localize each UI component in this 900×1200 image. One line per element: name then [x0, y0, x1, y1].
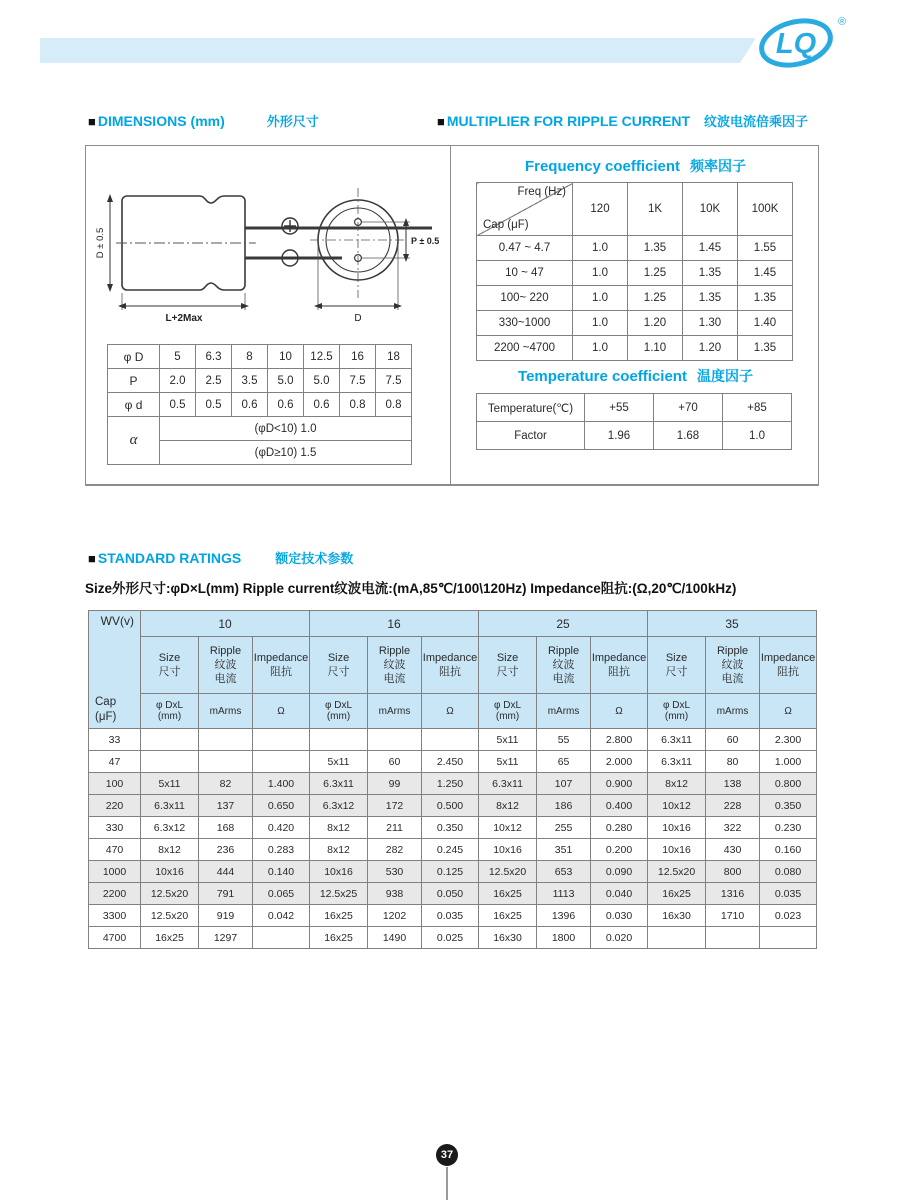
- ratings-cell: [199, 729, 253, 751]
- temp-value: +85: [723, 394, 792, 422]
- ripple-unit-header: mArms: [368, 694, 422, 729]
- dim-value: 2.5: [196, 369, 232, 393]
- size-unit-header: φ DxL (mm): [648, 694, 706, 729]
- dimensions-table: [107, 344, 412, 465]
- ratings-cell: 138: [706, 773, 760, 795]
- ratings-cell: 0.350: [422, 817, 479, 839]
- freq-value: 1.0: [573, 286, 628, 311]
- ratings-cell: 10x16: [479, 839, 537, 861]
- ratings-cell: [648, 927, 706, 949]
- ratings-cell: 10x12: [479, 817, 537, 839]
- ratings-cell: 8x12: [479, 795, 537, 817]
- ratings-cell: 530: [368, 861, 422, 883]
- temp-value: +55: [585, 394, 654, 422]
- negative-terminal-icon: [282, 250, 298, 266]
- temp-value: 1.68: [654, 422, 723, 450]
- dim-label: φ D: [108, 345, 160, 369]
- dimensions-heading: [88, 111, 319, 130]
- ratings-cell: [141, 751, 199, 773]
- size-unit-header: φ DxL (mm): [479, 694, 537, 729]
- freq-value: 1.35: [738, 286, 793, 311]
- ratings-cell: 82: [199, 773, 253, 795]
- freq-col-header: 10K: [683, 183, 738, 236]
- ratings-title-cn: 额定技术参数: [275, 551, 354, 566]
- cap-cell: 47: [89, 751, 141, 773]
- ratings-voltage-header: 25: [479, 611, 648, 637]
- cap-cell: 4700: [89, 927, 141, 949]
- ratings-unit-row: [89, 694, 817, 729]
- temp-row: [477, 394, 792, 422]
- freq-value: 1.25: [628, 286, 683, 311]
- ratings-cell: 107: [537, 773, 591, 795]
- ratings-cell: 0.230: [760, 817, 817, 839]
- ratings-cell: 10x16: [648, 817, 706, 839]
- dim-value: 0.8: [340, 393, 376, 417]
- freq-value: 1.20: [628, 311, 683, 336]
- freq-cap-label: 100~ 220: [477, 286, 573, 311]
- impedance-unit-header: Ω: [760, 694, 817, 729]
- freq-value: 1.55: [738, 236, 793, 261]
- impedance-col-header: Impedance 阻抗: [253, 637, 310, 694]
- ratings-cell: [199, 751, 253, 773]
- freq-value: 1.35: [628, 236, 683, 261]
- ratings-cell: 8x12: [141, 839, 199, 861]
- freq-row: [477, 311, 793, 336]
- ratings-cell: 6.3x12: [310, 795, 368, 817]
- dimensions-title: DIMENSIONS: [97, 113, 187, 129]
- ratings-cell: 10x16: [648, 839, 706, 861]
- cap-cell: 330: [89, 817, 141, 839]
- ratings-cell: 1710: [706, 905, 760, 927]
- ratings-cell: 919: [199, 905, 253, 927]
- ratings-cell: 10x16: [310, 861, 368, 883]
- ratings-cell: [253, 927, 310, 949]
- ratings-cell: 0.042: [253, 905, 310, 927]
- ratings-cell: 16x25: [479, 905, 537, 927]
- ratings-voltage-header: 35: [648, 611, 817, 637]
- freq-value: 1.35: [683, 286, 738, 311]
- ratings-cell: 653: [537, 861, 591, 883]
- cap-cell: 100: [89, 773, 141, 795]
- ratings-row: [89, 905, 817, 927]
- ratings-cell: [368, 729, 422, 751]
- dim-value: 3.5: [232, 369, 268, 393]
- dim-label: P: [108, 369, 160, 393]
- freq-row: [477, 236, 793, 261]
- dim-alpha-row: [108, 417, 412, 441]
- size-unit-header: φ DxL (mm): [310, 694, 368, 729]
- freq-value: 1.0: [573, 311, 628, 336]
- table-corner-cell: [89, 611, 141, 729]
- size-unit-header: φ DxL (mm): [141, 694, 199, 729]
- freq-value: 1.45: [738, 261, 793, 286]
- cap-cell: 470: [89, 839, 141, 861]
- freq-value: 1.0: [573, 261, 628, 286]
- dim-value: 5.0: [304, 369, 340, 393]
- temp-row-label: Temperature(℃): [477, 394, 585, 422]
- logo-text: LQ: [775, 28, 817, 60]
- freq-col-header: 1K: [628, 183, 683, 236]
- freq-value: 1.20: [683, 336, 738, 361]
- dim-row: [108, 369, 412, 393]
- cap-cell: 2200: [89, 883, 141, 905]
- ratings-cell: 0.245: [422, 839, 479, 861]
- positive-terminal-icon: [282, 218, 298, 234]
- dim-value: 10: [268, 345, 304, 369]
- freq-col-header: 100K: [738, 183, 793, 236]
- panel-divider: [450, 146, 451, 484]
- standard-ratings-table: [88, 610, 817, 949]
- multiplier-title: MULTIPLIER FOR RIPPLE CURRENT: [446, 113, 691, 129]
- ratings-cell: 2.000: [591, 751, 648, 773]
- table-corner-cell: [477, 183, 573, 236]
- diameter-label: D ± 0.5: [95, 227, 106, 259]
- dim-alpha-value: (φD<10) 1.0: [160, 417, 412, 441]
- ratings-cell: 5x11: [141, 773, 199, 795]
- ratings-cell: 80: [706, 751, 760, 773]
- ratings-cell: [141, 729, 199, 751]
- dim-label: φ d: [108, 393, 160, 417]
- ratings-row: [89, 883, 817, 905]
- ratings-cell: 211: [368, 817, 422, 839]
- corner-bottom-label: Cap (μF): [483, 219, 529, 231]
- ratings-cell: 236: [199, 839, 253, 861]
- dim-value: 0.6: [232, 393, 268, 417]
- dim-row: [108, 345, 412, 369]
- ratings-voltage-header: 10: [141, 611, 310, 637]
- ratings-row: [89, 839, 817, 861]
- ratings-cell: 16x30: [648, 905, 706, 927]
- ratings-cell: 8x12: [648, 773, 706, 795]
- ratings-cell: 430: [706, 839, 760, 861]
- freq-cap-label: 330~1000: [477, 311, 573, 336]
- capacitor-drawing: [94, 158, 446, 334]
- ratings-row: [89, 861, 817, 883]
- page-number-badge: 37: [436, 1144, 458, 1166]
- ratings-cell: 8x12: [310, 839, 368, 861]
- impedance-unit-header: Ω: [591, 694, 648, 729]
- ratings-cell: 10x16: [141, 861, 199, 883]
- ratings-cell: [422, 729, 479, 751]
- freq-value: 1.10: [628, 336, 683, 361]
- ratings-cell: 282: [368, 839, 422, 861]
- ripple-unit-header: mArms: [199, 694, 253, 729]
- ratings-row: [89, 751, 817, 773]
- ratings-cell: 12.5x20: [141, 883, 199, 905]
- ratings-cell: 168: [199, 817, 253, 839]
- ratings-row: [89, 795, 817, 817]
- ratings-row: [89, 817, 817, 839]
- dim-value: 8: [232, 345, 268, 369]
- size-col-header: Size 尺寸: [310, 637, 368, 694]
- ratings-cell: 6.3x11: [310, 773, 368, 795]
- freq-value: 1.40: [738, 311, 793, 336]
- ratings-cell: 1800: [537, 927, 591, 949]
- ratings-cell: 6.3x11: [141, 795, 199, 817]
- ripple-unit-header: mArms: [706, 694, 760, 729]
- ratings-cell: 8x12: [310, 817, 368, 839]
- pitch-label: P ± 0.5: [411, 236, 440, 246]
- freq-value: 1.0: [573, 336, 628, 361]
- ratings-row: [89, 729, 817, 751]
- freq-value: 1.35: [738, 336, 793, 361]
- dimensions-unit: (mm): [190, 113, 225, 129]
- dimensions-multiplier-panel: [85, 145, 819, 486]
- dim-value: 5: [160, 345, 196, 369]
- dim-value: 0.8: [376, 393, 412, 417]
- ratings-cell: 6.3x11: [479, 773, 537, 795]
- size-col-header: Size 尺寸: [141, 637, 199, 694]
- ratings-cell: 65: [537, 751, 591, 773]
- ratings-cell: 0.420: [253, 817, 310, 839]
- dim-value: 0.5: [196, 393, 232, 417]
- ratings-title: STANDARD RATINGS: [97, 550, 242, 566]
- ratings-cell: 0.140: [253, 861, 310, 883]
- ratings-cell: 16x30: [479, 927, 537, 949]
- dim-alpha-label: α: [108, 417, 160, 465]
- square-bullet-icon: ■: [88, 114, 96, 129]
- ratings-cell: 1490: [368, 927, 422, 949]
- ratings-cell: 5x11: [310, 751, 368, 773]
- freq-header-row: [477, 183, 793, 236]
- length-label: L+2Max: [165, 313, 203, 324]
- impedance-unit-header: Ω: [253, 694, 310, 729]
- ratings-cell: 172: [368, 795, 422, 817]
- d-label: D: [354, 313, 362, 324]
- ratings-cell: 444: [199, 861, 253, 883]
- temperature-title-cn: 温度因子: [696, 368, 753, 384]
- ratings-cell: 16x25: [648, 883, 706, 905]
- ratings-cell: 60: [706, 729, 760, 751]
- ratings-cell: 1297: [199, 927, 253, 949]
- ratings-cell: 228: [706, 795, 760, 817]
- multiplier-heading: [437, 111, 808, 130]
- ratings-cell: 55: [537, 729, 591, 751]
- ratings-cell: 16x25: [479, 883, 537, 905]
- ratings-cell: 0.035: [422, 905, 479, 927]
- footer-line: [446, 1167, 448, 1200]
- impedance-col-header: Impedance 阻抗: [760, 637, 817, 694]
- ratings-voltage-header: 16: [310, 611, 479, 637]
- ratings-cell: 5x11: [479, 729, 537, 751]
- ratings-cell: 0.065: [253, 883, 310, 905]
- ratings-cell: 0.800: [760, 773, 817, 795]
- frequency-table: [476, 182, 793, 361]
- frequency-title: [478, 156, 793, 176]
- corner-top-label: WV(v): [100, 614, 134, 628]
- ratings-cell: 322: [706, 817, 760, 839]
- cap-cell: 1000: [89, 861, 141, 883]
- ratings-cell: 99: [368, 773, 422, 795]
- dim-value: 2.0: [160, 369, 196, 393]
- ratings-cell: [310, 729, 368, 751]
- impedance-col-header: Impedance 阻抗: [422, 637, 479, 694]
- ratings-cell: 0.125: [422, 861, 479, 883]
- ratings-heading: [88, 548, 353, 567]
- ratings-row: [89, 927, 817, 949]
- ratings-cell: 1396: [537, 905, 591, 927]
- ratings-cell: 0.400: [591, 795, 648, 817]
- ratings-cell: 0.040: [591, 883, 648, 905]
- ratings-cell: 0.280: [591, 817, 648, 839]
- ripple-col-header: Ripple 纹波 电流: [537, 637, 591, 694]
- ratings-cell: [706, 927, 760, 949]
- ripple-unit-header: mArms: [537, 694, 591, 729]
- ratings-cell: 0.900: [591, 773, 648, 795]
- freq-value: 1.30: [683, 311, 738, 336]
- freq-value: 1.25: [628, 261, 683, 286]
- temp-row-label: Factor: [477, 422, 585, 450]
- freq-row: [477, 286, 793, 311]
- ratings-cell: 0.050: [422, 883, 479, 905]
- ratings-cell: 6.3x11: [648, 729, 706, 751]
- temperature-table: [476, 393, 792, 450]
- dim-value: 12.5: [304, 345, 340, 369]
- cap-cell: 3300: [89, 905, 141, 927]
- ratings-cell: 1202: [368, 905, 422, 927]
- ratings-cell: 12.5x20: [479, 861, 537, 883]
- ratings-cell: 1.400: [253, 773, 310, 795]
- ratings-cell: 0.035: [760, 883, 817, 905]
- ratings-cell: 255: [537, 817, 591, 839]
- dim-value: 5.0: [268, 369, 304, 393]
- ratings-cell: 0.500: [422, 795, 479, 817]
- dim-value: 7.5: [340, 369, 376, 393]
- ratings-voltage-row: [89, 611, 817, 637]
- ratings-cell: [253, 751, 310, 773]
- square-bullet-icon: ■: [88, 551, 96, 566]
- dim-alpha-value: (φD≥10) 1.5: [160, 441, 412, 465]
- ripple-col-header: Ripple 纹波 电流: [368, 637, 422, 694]
- freq-value: 1.35: [683, 261, 738, 286]
- ratings-cell: 16x25: [310, 905, 368, 927]
- temp-value: 1.0: [723, 422, 792, 450]
- impedance-unit-header: Ω: [422, 694, 479, 729]
- ratings-cell: 791: [199, 883, 253, 905]
- frequency-title-cn: 频率因子: [690, 158, 747, 174]
- ratings-cell: 1316: [706, 883, 760, 905]
- ratings-cell: [253, 729, 310, 751]
- ratings-row: [89, 773, 817, 795]
- ratings-cell: 10x12: [648, 795, 706, 817]
- ratings-cell: 2.800: [591, 729, 648, 751]
- ratings-cell: 0.283: [253, 839, 310, 861]
- ratings-cell: 0.090: [591, 861, 648, 883]
- freq-cap-label: 0.47 ~ 4.7: [477, 236, 573, 261]
- ratings-cell: 16x25: [310, 927, 368, 949]
- temp-value: +70: [654, 394, 723, 422]
- freq-row: [477, 261, 793, 286]
- ratings-cell: 137: [199, 795, 253, 817]
- temp-row: [477, 422, 792, 450]
- ratings-cell: 1.000: [760, 751, 817, 773]
- ratings-cell: 0.020: [591, 927, 648, 949]
- lq-logo-icon: [750, 10, 854, 74]
- ratings-cell: 2.450: [422, 751, 479, 773]
- temperature-title: [478, 366, 793, 386]
- freq-col-header: 120: [573, 183, 628, 236]
- ratings-cell: 1113: [537, 883, 591, 905]
- size-col-header: Size 尺寸: [479, 637, 537, 694]
- dim-value: 0.6: [268, 393, 304, 417]
- ratings-label-row: [89, 637, 817, 694]
- corner-bottom-label: Cap (μF): [95, 696, 117, 723]
- header-bar: [40, 38, 756, 63]
- freq-value: 1.45: [683, 236, 738, 261]
- temp-value: 1.96: [585, 422, 654, 450]
- dim-value: 16: [340, 345, 376, 369]
- corner-top-label: Freq (Hz): [517, 186, 566, 198]
- dim-value: 0.5: [160, 393, 196, 417]
- dim-value: 7.5: [376, 369, 412, 393]
- freq-row: [477, 336, 793, 361]
- ratings-cell: 12.5x20: [141, 905, 199, 927]
- temperature-title-en: Temperature coefficient: [518, 368, 687, 385]
- multiplier-title-cn: 纹波电流倍乘因子: [704, 114, 809, 129]
- ratings-cell: 0.080: [760, 861, 817, 883]
- impedance-col-header: Impedance 阻抗: [591, 637, 648, 694]
- ratings-cell: 0.650: [253, 795, 310, 817]
- ratings-subtitle: Size外形尺寸:φD×L(mm) Ripple current纹波电流:(mA,85℃/100\120Hz) Impedance阻抗:(Ω,20℃/100kHz): [85, 581, 737, 596]
- dimensions-title-cn: 外形尺寸: [266, 114, 319, 129]
- frequency-title-en: Frequency coefficient: [524, 158, 681, 175]
- ratings-cell: 1.250: [422, 773, 479, 795]
- ripple-col-header: Ripple 纹波 电流: [706, 637, 760, 694]
- ratings-cell: 2.300: [760, 729, 817, 751]
- ratings-cell: [760, 927, 817, 949]
- ratings-cell: 938: [368, 883, 422, 905]
- registered-mark: ®: [838, 16, 847, 28]
- cap-cell: 33: [89, 729, 141, 751]
- ripple-col-header: Ripple 纹波 电流: [199, 637, 253, 694]
- dim-value: 0.6: [304, 393, 340, 417]
- dim-value: 18: [376, 345, 412, 369]
- ratings-cell: 351: [537, 839, 591, 861]
- square-bullet-icon: ■: [437, 114, 445, 129]
- dim-row: [108, 393, 412, 417]
- ratings-cell: 5x11: [479, 751, 537, 773]
- ratings-cell: 0.160: [760, 839, 817, 861]
- ratings-cell: 16x25: [141, 927, 199, 949]
- size-col-header: Size 尺寸: [648, 637, 706, 694]
- freq-cap-label: 10 ~ 47: [477, 261, 573, 286]
- freq-value: 1.0: [573, 236, 628, 261]
- dim-value: 6.3: [196, 345, 232, 369]
- ratings-cell: 6.3x12: [141, 817, 199, 839]
- ratings-cell: 800: [706, 861, 760, 883]
- ratings-cell: 0.025: [422, 927, 479, 949]
- ratings-cell: 0.023: [760, 905, 817, 927]
- ratings-cell: 6.3x11: [648, 751, 706, 773]
- ratings-cell: 186: [537, 795, 591, 817]
- freq-cap-label: 2200 ~4700: [477, 336, 573, 361]
- cap-cell: 220: [89, 795, 141, 817]
- ratings-cell: 0.200: [591, 839, 648, 861]
- ratings-cell: 12.5x25: [310, 883, 368, 905]
- ratings-cell: 0.030: [591, 905, 648, 927]
- ratings-cell: 60: [368, 751, 422, 773]
- ratings-cell: 0.350: [760, 795, 817, 817]
- ratings-cell: 12.5x20: [648, 861, 706, 883]
